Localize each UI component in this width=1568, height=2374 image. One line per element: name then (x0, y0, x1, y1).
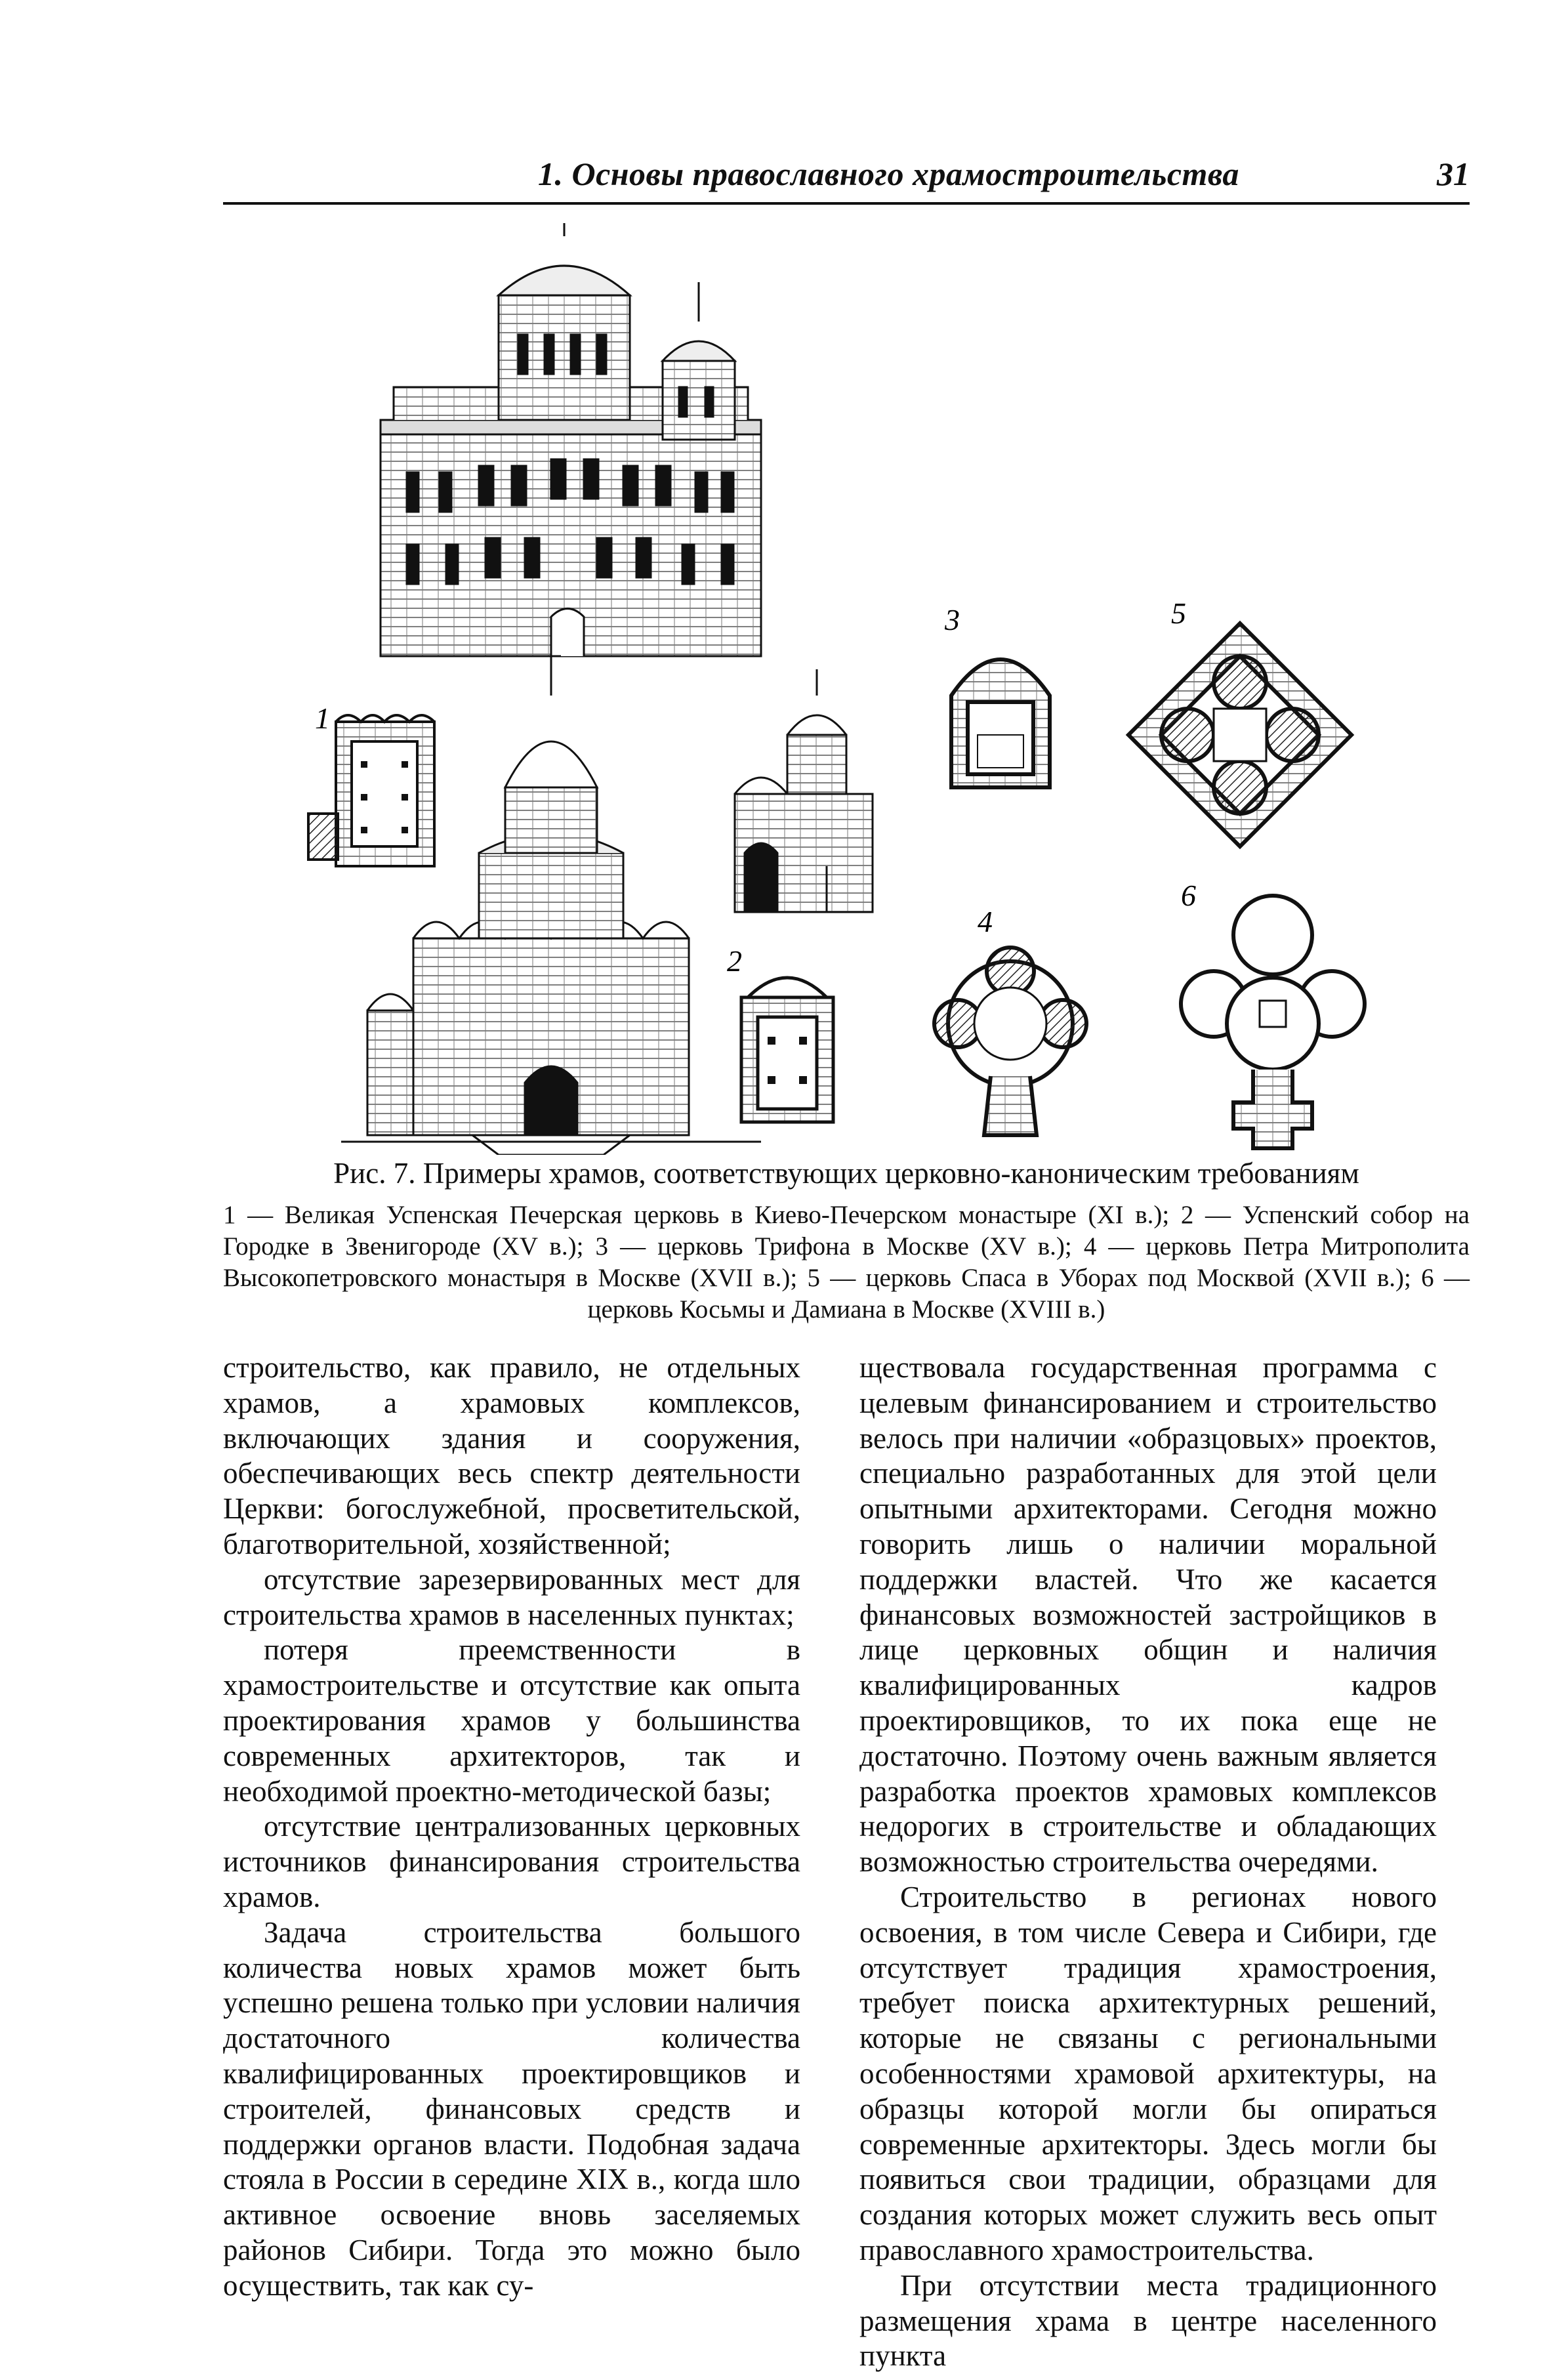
church-2-plan (741, 978, 833, 1122)
church-1-plan (308, 715, 434, 866)
figure-label-5: 5 (1171, 596, 1186, 630)
paragraph: отсутствие централизованных церковных источников финансирования строительства храмов. (223, 1810, 800, 1913)
church-5-plan (1128, 623, 1351, 846)
right-column (859, 1350, 1437, 2374)
paragraph: отсутствие зарезервированных мест для строительства храмов в населенных пунктах; (223, 1562, 800, 1631)
paragraph: Строительство в регионах нового освоения, в том числе Севера и Сибири, где отсутствует традиция храмостроения, требует поиска архитектурных решений, которые не связаны с региональными особенностями храмовой архитектуры, на образцы которой могли бы опираться современные архитекторы. Здесь могли бы появиться свои традиции, образцами для создания которых может служить весь опыт православного храмостроительства. (859, 1880, 1437, 2266)
figure-label-6: 6 (1181, 879, 1196, 912)
figure-label-3: 3 (945, 603, 960, 636)
churches-illustration (289, 223, 1470, 1155)
figure-caption (223, 1154, 1470, 1325)
paragraph: При отсутствии места традиционного размещения храма в центре населенного пункта (859, 2268, 1437, 2373)
figure-label-2: 2 (727, 944, 742, 978)
paragraph: потеря преемственности в храмостроительстве и отсутствие как опыта проектирования храмов у большинства современных архитекторов, так и необходимой проектно-методической базы; (223, 1633, 800, 1808)
chapter-title: 1. Основы православного храмостроительства (538, 156, 1239, 192)
running-header (223, 150, 1470, 205)
paragraph: Задача строительства большого количества новых храмов может быть успешно решена только при условии наличия достаточного количества квалифицированных проектировщиков и строителей, финансовых средств и поддержки органов власти. Подобная задача стояла в России в середине XIX в., когда шло активное освоение вновь заселяемых районов Сибири. Тогда это можно было осуществить, так как су- (223, 1915, 800, 2302)
page-number: 31 (1437, 156, 1470, 192)
church-3-elevation (735, 669, 873, 912)
church-4-plan (934, 948, 1086, 1135)
figure-label-1: 1 (315, 701, 330, 735)
figure-caption-title: Рис. 7. Примеры храмов, соответствующих церковно-каноническим требованиям (333, 1157, 1359, 1190)
left-column (223, 1350, 800, 2304)
paragraph: строительство, как правило, не отдельных храмов, а храмовых комплексов, включающих здания и сооружения, обеспечивающих весь спектр деятельности Церкви: богослужебной, просветительской, благотворительной, хозяйственной; (223, 1351, 800, 1560)
church-6-plan (1181, 896, 1365, 1148)
figure-label-4: 4 (978, 905, 993, 938)
paragraph: ществовала государственная программа с целевым финансированием и строительство велось при наличии «образцовых» проектов, специально разработанных для этой цели опытными архитекторами. Сегодня можно говорить лишь о наличии моральной поддержки властей. Что же касается финансовых возможностей застройщиков в лице церковных общин и наличия квалифицированных кадров проектировщиков, то их пока еще не достаточно. Поэтому очень важным является разработка проектов храмовых комплексов недорогих в строительстве и обладающих возможностью строительства очередями. (859, 1351, 1437, 1879)
figure-caption-text: 1 — Великая Успенская Печерская церковь в Киево-Печерском монастыре (XI в.); 2 — Успенский собор на Городке в Звенигороде (XV в.); 3 — церковь Трифона в Москве (XV в.); 4 — церковь Петра Митрополита Высокопетровского монастыря в Москве (XVII в.); 5 — церковь Спаса в Уборах под Москвой (XVII в.); 6 — церковь Косьмы и Дамиана в Москве (XVIII в.) (223, 1201, 1470, 1323)
church-2-elevation (341, 630, 761, 1155)
church-1-elevation (381, 223, 761, 656)
church-3-plan (951, 659, 1050, 787)
